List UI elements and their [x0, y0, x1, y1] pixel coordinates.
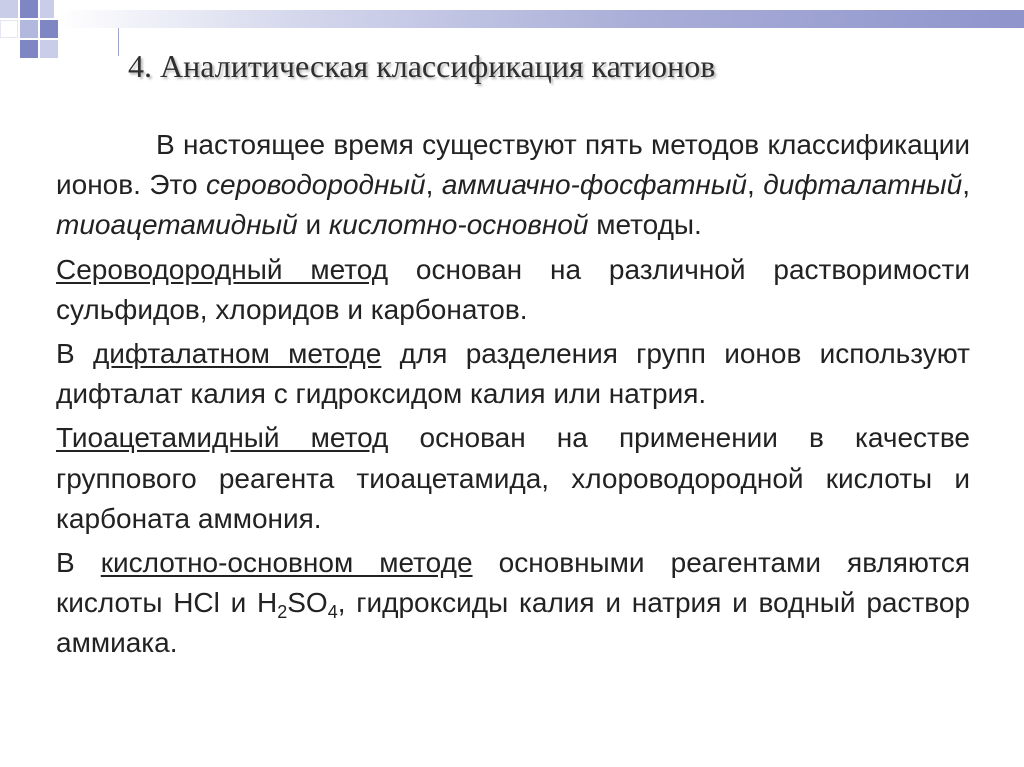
text-run: основными реагентами являются кислоты HCl и H [56, 547, 970, 619]
slide-title: 4. Аналитическая классификация катионов [128, 48, 716, 84]
method-name: аммиачно-фосфатный [441, 169, 747, 201]
text-run: основан на применении в качестве группового реагента тиоацетамида, хлороводородной кислоты и карбоната аммония. [56, 422, 970, 534]
paragraph-hydrogen-sulfide [56, 250, 970, 330]
decor-square [20, 20, 38, 38]
method-heading: дифталатном методе [92, 338, 382, 370]
text-run: , [425, 169, 442, 201]
paragraph-acid-base [56, 543, 970, 664]
method-name: тиоацетамидный [56, 209, 298, 241]
header-divider [118, 28, 119, 56]
method-name: кислотно-основной [328, 209, 589, 241]
paragraph-diphthalate [56, 334, 970, 414]
decor-square [40, 0, 54, 18]
text-run: В настоящее время существуют пять методов классификации ионов. Это [56, 129, 970, 201]
text-run: В [56, 338, 93, 370]
method-name: сероводородный [206, 169, 426, 201]
text-run: и [297, 209, 329, 241]
text-run: , гидроксиды калия и натрия и водный раствор аммиака. [56, 587, 971, 659]
decor-square [20, 0, 38, 18]
subscript: 4 [327, 602, 338, 623]
method-heading: Сероводородный метод [56, 253, 389, 285]
subscript: 2 [277, 602, 288, 623]
text-run: основан на различной растворимости сульфидов, хлоридов и карбонатов. [56, 253, 970, 325]
text-run: методы. [588, 209, 702, 241]
slide-body [56, 125, 970, 668]
decor-square [0, 0, 18, 18]
text-run: для разделения групп ионов используют дифталат калия с гидроксидом калия или натрия. [56, 338, 971, 410]
method-heading: Тиоацетамидный метод [56, 422, 389, 454]
text-run: SO [287, 587, 328, 619]
method-heading: кислотно-основном методе [100, 547, 473, 579]
decor-square [40, 40, 58, 58]
method-name: дифталатный [763, 169, 963, 201]
decor-square [20, 40, 38, 58]
paragraph-thioacetamide [56, 418, 970, 539]
text-run: , [962, 169, 970, 201]
text-run: , [747, 169, 764, 201]
text-run: В [56, 547, 101, 579]
decor-square [0, 20, 18, 38]
paragraph-intro [56, 125, 970, 246]
decor-square [40, 20, 58, 38]
header-gradient-bar [58, 10, 1024, 28]
